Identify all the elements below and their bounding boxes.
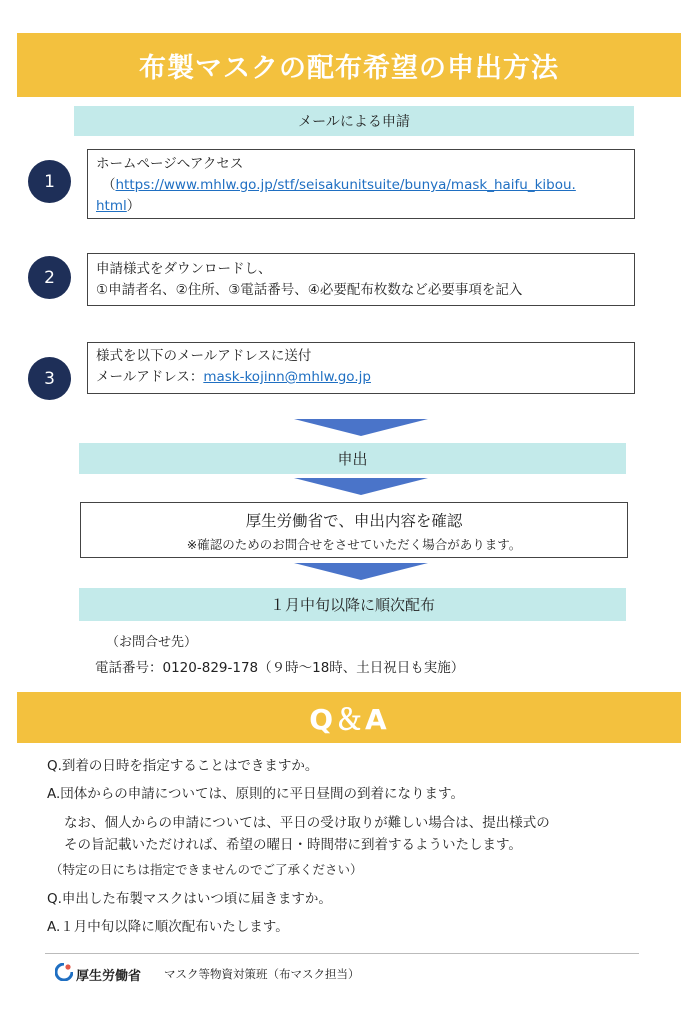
answer-1-note-line2: その旨記載いただければ、希望の曜日・時間帯に到着するよういたします。 [64, 837, 522, 853]
footer-department: マスク等物資対策班（布マスク担当） [164, 967, 360, 981]
step-2-text-line2: ①申請者名、②住所、③電話番号、④必要配布枚数など必要事項を記入 [96, 282, 523, 298]
step-1-url-line [96, 175, 626, 196]
step-1-box [87, 149, 635, 219]
email-label: メールアドレス： [96, 369, 204, 385]
url-close-paren: ） [126, 198, 141, 214]
mail-application-header: メールによる申請 [74, 106, 634, 136]
url-open-paren: （ [102, 177, 116, 193]
application-url-link[interactable]: https://www.mhlw.go.jp/stf/seisakunitsuite/bunya/mask_haifu_kibou. [115, 177, 576, 193]
question-1: Q.到着の日時を指定することはできますか。 [47, 758, 319, 774]
application-url-link-cont[interactable]: html [96, 198, 127, 214]
apply-step-bar: 申出 [79, 443, 626, 474]
footer-organization: 厚生労働省 [76, 969, 142, 984]
step-3-box [87, 342, 635, 394]
ministry-logo-icon [55, 963, 73, 981]
answer-1: A.団体からの申請については、原則的に平日昼間の到着になります。 [47, 786, 464, 802]
step-3-badge: 3 [28, 357, 71, 400]
confirmation-text: 厚生労働省で、申出内容を確認 [245, 512, 463, 530]
qa-title: Q＆A [17, 692, 681, 743]
email-link[interactable]: mask-kojinn@mhlw.go.jp [203, 369, 371, 385]
answer-1-note-line3: （特定の日にちは指定できませんのでご了承ください） [50, 862, 363, 877]
answer-2: A.１月中旬以降に順次配布いたします。 [47, 919, 289, 935]
step-1-badge: 1 [28, 160, 71, 203]
step-3-email-line [96, 367, 626, 388]
step-1-text: ホームページへアクセス [96, 156, 244, 172]
step-2-text-line1: 申請様式をダウンロードし、 [96, 261, 272, 277]
contact-phone: 電話番号：0120-829-178（９時～18時、土日祝日も実施） [95, 660, 465, 676]
down-arrow-icon [294, 419, 428, 436]
down-arrow-icon [294, 478, 428, 495]
confirmation-box [80, 502, 628, 558]
contact-label: （お問合せ先） [106, 635, 198, 650]
footer-divider [45, 953, 639, 954]
confirmation-note: ※確認のためのお問合せをさせていただく場合があります。 [186, 537, 522, 552]
answer-1-note-line1: なお、個人からの申請については、平日の受け取りが難しい場合は、提出様式の [64, 815, 550, 831]
step-3-text: 様式を以下のメールアドレスに送付 [96, 348, 312, 364]
question-2: Q.申出した布製マスクはいつ頃に届きますか。 [47, 891, 332, 907]
page-title: 布製マスクの配布希望の申出方法 [17, 33, 681, 97]
step-2-badge: 2 [28, 256, 71, 299]
down-arrow-icon [294, 563, 428, 580]
step-2-box [87, 253, 635, 306]
step-1-url-line2 [96, 196, 626, 217]
distribution-bar: １月中旬以降に順次配布 [79, 588, 626, 621]
